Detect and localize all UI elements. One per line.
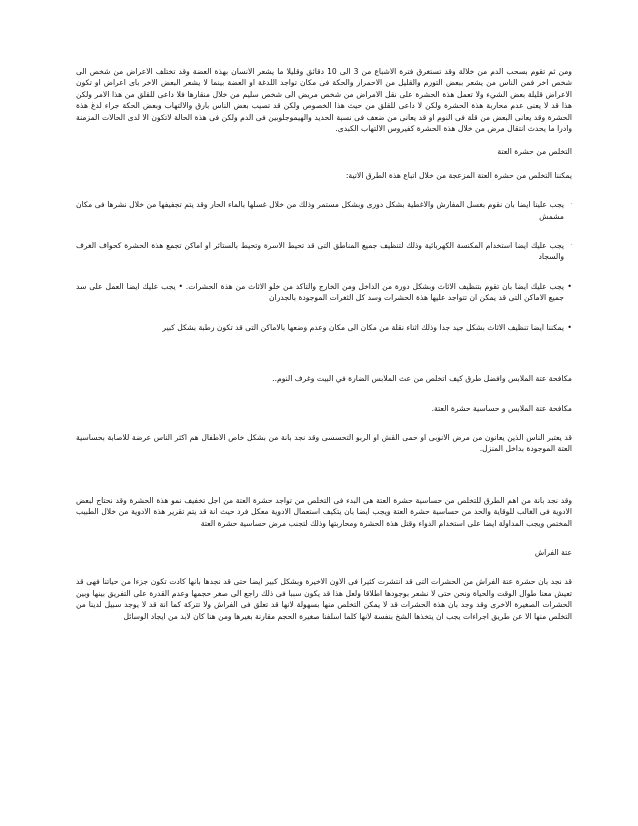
list-item-text: يجب علينا ايضا بان نقوم بغسل المفارش والاغطية بشكل دورى وبشكل مستمر وذلك من خلال غسلها بالماء الحار وقد يتم تجفيفها من خلال نشرها فى مكان مشمش bbox=[76, 200, 564, 221]
list-item-text: يمكننا ايضا تنظيف الاثاث بشكل جيد جدا وذلك اثناء نقلة من مكان الى مكان وعدم وضعها بالاماكن التى قد تكون رطبة بشكل كبير bbox=[162, 322, 564, 332]
list-item bbox=[76, 240, 572, 263]
section-heading-bed-mites: عتة الفراش bbox=[534, 547, 572, 557]
list-item-text: يجب عليك ايضا بان تقوم بتنظيف الاثاث وبشكل دورة من الداخل ومن الخارج والتاكد من خلو الاثاث من هذة الحشرات. • يجب عليك ايضا العمل على سد جميع الاماكن التى قد يمكن ان تتواجد عليها هذة الحشرات وسد كل الثغرات الموجودة بالجدران bbox=[76, 281, 564, 303]
section-heading-remove-mites: التخلص من حشرة العتة bbox=[497, 147, 572, 157]
section-heading-clothes-mites: مكافحة عتة الملابس وافضل طرق كيف اتخلص من عث الملابس الضارة في البيت وغرف النوم.. bbox=[272, 374, 572, 384]
list-item bbox=[76, 322, 572, 333]
bullet-icon: · bbox=[570, 201, 572, 208]
document-page bbox=[76, 66, 572, 622]
section-lead: يمكننا التخلص من حشرة العتة المزعجة من خلال اتباع هذة الطرق الاتية: bbox=[345, 170, 572, 180]
intro-paragraph: ومن ثم تقوم بسحب الدم من خلالة وقد تستغرق فترة الاشباع من 3 الى 10 دقائق وقليلا ما يشعر الانسان بهذة العضة وقد تختلف الاعراض من شخص الى شخص اخر فمن الناس من يشعر ببعض التورم والقليل من الاحمرار والحكة فى مكان تواجد اللدغة او العضة بينما لا يشعر البعض الاخر باى اعراض او تكون الاعراض قليلة بعض الشيء ولا تعمل هذة الحشرة على نقل الامراض من شخص مريض الى شخص سليم من خلال منقارها فلا داعى للقلق من هذا الامر ولكن هذا قد لا يعنى عدم محاربة هذة الحشرة ولكن لا داعى للقلق من حيث هذا الخصوص ولكن قد تصيب بعض الناس بارق والالتهاب وبعض الحكة جراء لدغ هذة الحشرة وقد يعانى البعض من قلة فى النوم او قد يعانى من ضعف فى نسبة الحديد والهيموجلوبين فى الدم ولكن فى هذة الحالة لاتكون الا لدى الحالات المزمنة وادرا ما يحدث انتقال مرض من خلال هذة الحشرة كفيروس الالتهاب الكبدى. bbox=[76, 67, 572, 134]
list-item-text: يجب عليك ايضا استخدام المكنسة الكهربائية وذلك لتنظيف جميع المناطق التى قد تحيط الاسرة وتحيط بالستائر او اماكن تجمع هذة الحشرة كحواف الغرف والسجاد bbox=[76, 241, 564, 262]
list-item bbox=[76, 281, 572, 304]
bullet-icon: • bbox=[567, 281, 572, 291]
bed-mites-paragraph: قد نجد بان حشرة عتة الفراش من الحشرات التى قد انتشرت كثيرا فى الاون الاخيرة وبشكل كبير ايضا حتى قد نجدها بانها كادت تكون جزءا من حياتنا فهى قد تعيش معنا طوال الوقت والحياة ونحن حتى لا نشعر بوجودها اطلاقا ولعل هذا قد يكون سببا فى ذلك راجع الى صغر حجمها وعدم القدرة على التفريق بينها وبين الحشرات الصغيرة الاخرى وقد وجد بان هذة الحشرات قد لا يمكن التخلص منها بسهولة لانها قد تعلق فى الفراش ولا تتركة كما انة قد لا يوجد سبيل لدينا من التخلص منها الا عن طريق اجراءات يجب ان يتخذها الشخ بنفسة لانها كلما اسلفنا صغيرة الحجم مقارنة بغيرها ومن هنا كان لابد من ايجاد الوسائل bbox=[76, 577, 572, 621]
allergy-treatment-paragraph: وقد نجد بانة من اهم الطرق للتخلص من حساسية حشرة العتة هى البدء فى التخلص من تواجد حشرة العتة من اجل تخفيف نمو هذة الحشرة وقد نحتاج لبعض الادوية فى الغالب للوقاية والحد من حساسية حشرة العتة ويجب ايضا بان يتكيف استعمال الادوية معكل فرد حيث انة قد يتم تقرير هذة الادوية من خلال الطبيب المختص ويجب المداولة ايضا على استخدام الدواء وقتل هذة الحشرة ومحاربتها وذلك لتجنب مرض حساسية حشرة العتة bbox=[76, 495, 572, 528]
bullet-icon: · bbox=[570, 242, 572, 249]
bullet-icon: • bbox=[567, 322, 572, 332]
allergy-paragraph: قد يعتبر الناس الذين يعانون من مرض الانوبى او حمى القش او الربو التحسسى وقد نجد بانة من بشكل خاص الاطفال هم اكثر الناس عرضة للاصابة بحساسية العتة الموجودة بداخل المنزل. bbox=[76, 432, 572, 454]
section-subheading-allergy: مكافحة عتة الملابس و حساسية حشرة العتة. bbox=[431, 403, 572, 413]
list-item bbox=[76, 199, 572, 222]
